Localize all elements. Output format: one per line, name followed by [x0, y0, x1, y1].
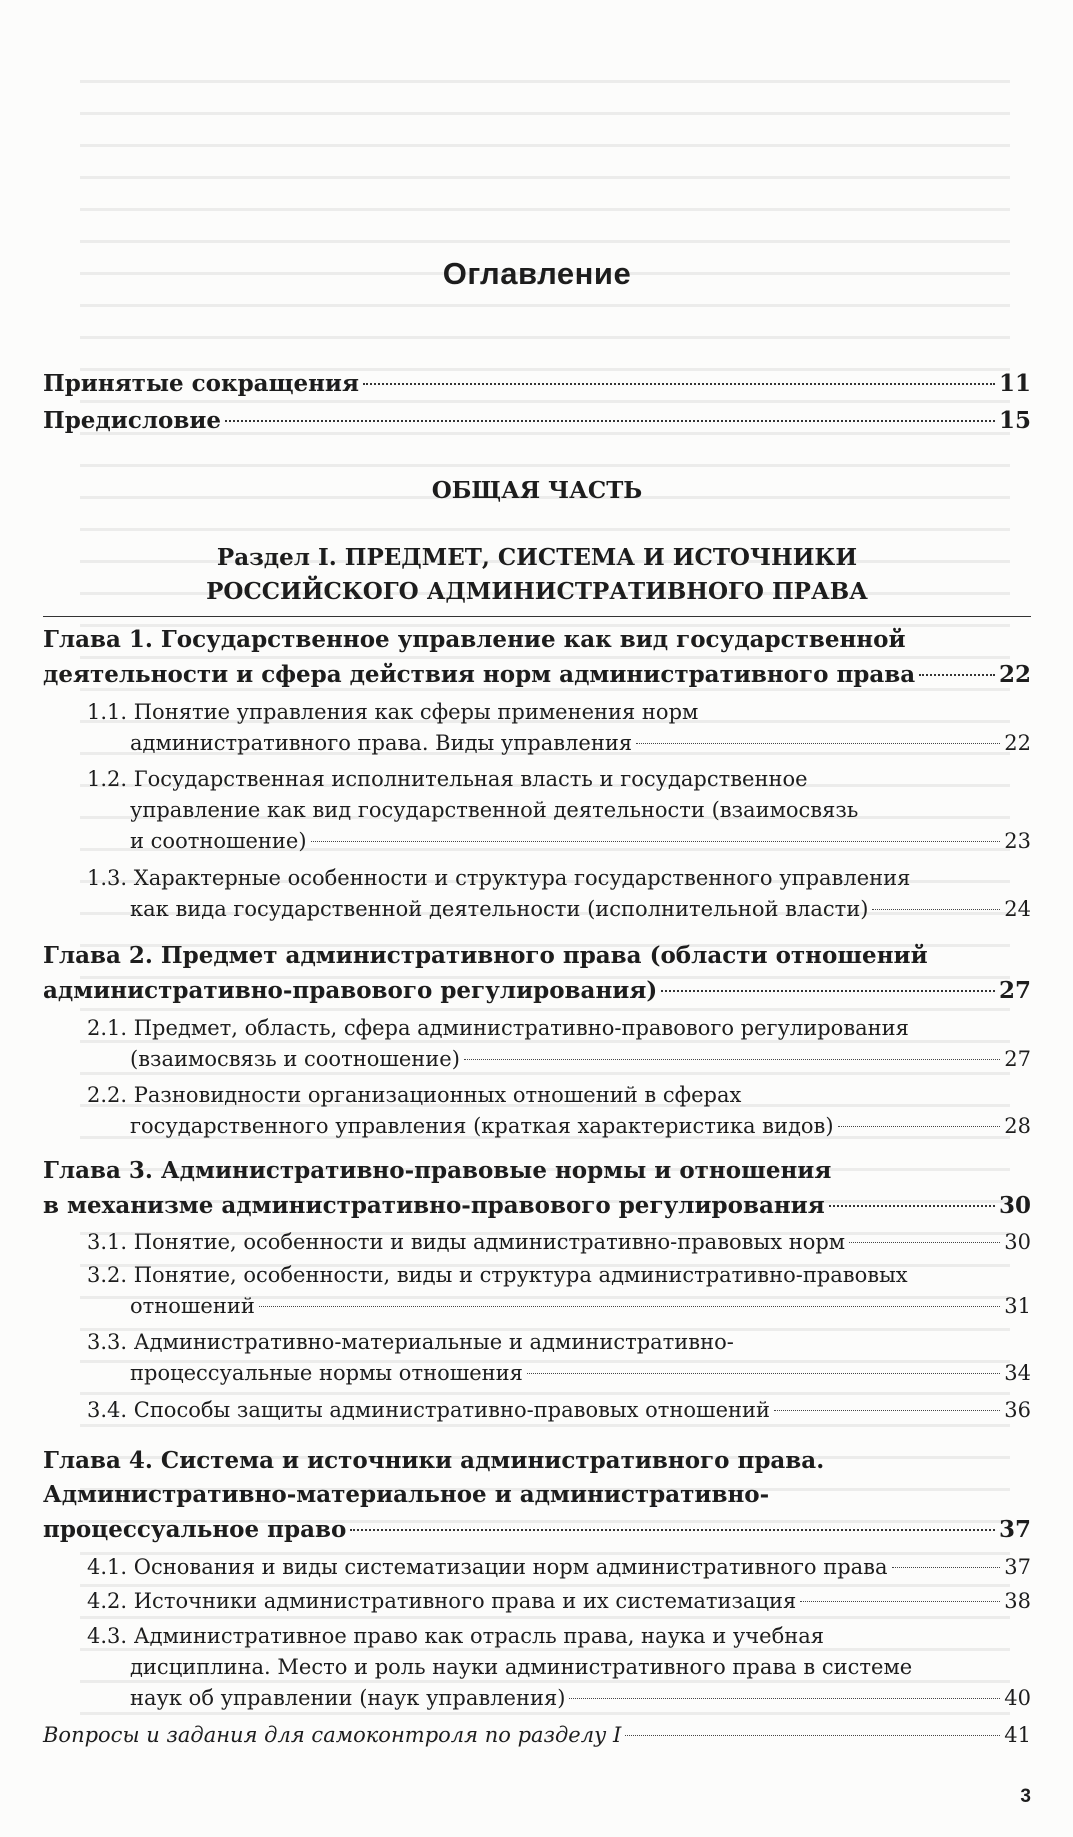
dot-leader — [849, 1242, 1000, 1243]
toc-entry-title: Предисловие — [43, 407, 222, 434]
subsection-4-2-line-1: 4.2. Источники административного права и их систематизация — [87, 1589, 797, 1613]
dot-leader — [311, 841, 1001, 842]
toc-page-number: 23 — [1004, 829, 1031, 853]
subsection-2-2-line-2: государственного управления (краткая характеристика видов) — [130, 1114, 834, 1138]
subsection-3-4-line-1: 3.4. Способы защиты административно-правовых отношений — [87, 1398, 771, 1422]
toc-entry-chapter-4[interactable] — [43, 1516, 1031, 1543]
dot-leader — [774, 1410, 1000, 1411]
chapter-2-title-line-1: Глава 2. Предмет административного права (области отношений — [43, 942, 928, 969]
toc-entry-chapter-3[interactable] — [43, 1192, 1031, 1219]
toc-page-number: 41 — [1004, 1723, 1031, 1747]
dot-leader — [829, 1205, 995, 1207]
subsection-1-3-line-1: 1.3. Характерные особенности и структура государственного управления — [87, 866, 911, 890]
toc-page-number: 24 — [1004, 897, 1031, 921]
toc-entry-subsection-4-1[interactable] — [87, 1555, 1031, 1579]
toc-entry-subsection-2-2[interactable] — [130, 1114, 1031, 1138]
chapter-4-title-line-1: Глава 4. Система и источники административного права. — [43, 1447, 825, 1474]
toc-entry-title: Принятые сокращения — [43, 370, 359, 397]
subsection-1-2-line-2: управление как вид государственной деятельности (взаимосвязь — [130, 798, 859, 822]
toc-entry-self-check[interactable] — [43, 1723, 1031, 1747]
part-title: ОБЩАЯ ЧАСТЬ — [431, 477, 643, 504]
dot-leader — [569, 1698, 1000, 1699]
toc-entry-subsection-1-2[interactable] — [130, 829, 1031, 853]
dot-leader — [527, 1373, 1000, 1374]
chapter-3-title-line-1: Глава 3. Административно-правовые нормы и отношения — [43, 1157, 832, 1184]
toc-page-number: 27 — [998, 977, 1031, 1004]
toc-entry-subsection-3-1[interactable] — [87, 1230, 1031, 1254]
section-title-line-2: РОССИЙСКОГО АДМИНИСТРАТИВНОГО ПРАВА — [206, 578, 868, 605]
subsection-1-3-line-2: как вида государственной деятельности (исполнительной власти) — [130, 897, 869, 921]
subsection-4-1-line-1: 4.1. Основания и виды систематизации норм административного права — [87, 1555, 888, 1579]
subsection-4-3-line-3: наук об управлении (наук управления) — [130, 1686, 566, 1710]
toc-page-number: 11 — [998, 370, 1031, 397]
section-title-line-1: Раздел I. ПРЕДМЕТ, СИСТЕМА И ИСТОЧНИКИ — [216, 544, 858, 571]
dot-leader — [919, 674, 995, 676]
subsection-1-2-line-3: и соотношение) — [130, 829, 307, 853]
toc-entry-subsection-4-3[interactable] — [130, 1686, 1031, 1710]
toc-page-number: 36 — [1004, 1398, 1031, 1422]
subsection-3-2-line-1: 3.2. Понятие, особенности, виды и структура административно-правовых — [87, 1263, 908, 1287]
toc-entry-subsection-1-3[interactable] — [130, 897, 1031, 921]
subsection-3-2-line-2: отношений — [130, 1294, 255, 1318]
section-divider — [43, 616, 1031, 617]
toc-page-number: 22 — [1004, 731, 1031, 755]
subsection-3-1-line-1: 3.1. Понятие, особенности и виды административно-правовых норм — [87, 1230, 846, 1254]
dot-leader — [225, 420, 995, 422]
chapter-1-title-line-2: деятельности и сфера действия норм административного права — [43, 661, 916, 688]
toc-entry-subsection-3-4[interactable] — [87, 1398, 1031, 1422]
toc-entry-subsection-3-2[interactable] — [130, 1294, 1031, 1318]
dot-leader — [350, 1529, 995, 1531]
subsection-2-1-line-1: 2.1. Предмет, область, сфера административно-правового регулирования — [87, 1016, 909, 1040]
dot-leader — [363, 383, 995, 385]
toc-page-number: 22 — [998, 661, 1031, 688]
dot-leader — [464, 1059, 1000, 1060]
toc-entry-chapter-2[interactable] — [43, 977, 1031, 1004]
toc-page-number: 38 — [1004, 1589, 1031, 1613]
dot-leader — [636, 743, 1000, 744]
toc-entry-subsection-1-1[interactable] — [130, 731, 1031, 755]
toc-page-number: 30 — [1004, 1230, 1031, 1254]
chapter-2-title-line-2: административно-правового регулирования) — [43, 977, 658, 1004]
dot-leader — [661, 990, 995, 992]
dot-leader — [800, 1601, 1000, 1602]
toc-page-number: 34 — [1004, 1361, 1031, 1385]
subsection-1-1-line-1: 1.1. Понятие управления как сферы применения норм — [87, 700, 699, 724]
toc-page-number: 27 — [1004, 1047, 1031, 1071]
dot-leader — [892, 1567, 1001, 1568]
toc-heading: Оглавление — [442, 256, 632, 291]
subsection-1-2-line-1: 1.2. Государственная исполнительная власть и государственное — [87, 767, 808, 791]
toc-entry-subsection-2-1[interactable] — [130, 1047, 1031, 1071]
subsection-4-3-line-2: дисциплина. Место и роль науки административного права в системе — [130, 1655, 913, 1679]
subsection-2-1-line-2: (взаимосвязь и соотношение) — [130, 1047, 460, 1071]
subsection-4-3-line-1: 4.3. Административное право как отрасль права, наука и учебная — [87, 1624, 824, 1648]
chapter-3-title-line-2: в механизме административно-правового регулирования — [43, 1192, 825, 1219]
chapter-4-title-line-2: Административно-материальное и административно- — [43, 1481, 770, 1508]
toc-entry-preface[interactable] — [43, 407, 1031, 434]
dot-leader — [625, 1735, 1000, 1736]
toc-entry-subsection-3-3[interactable] — [130, 1361, 1031, 1385]
subsection-1-1-line-2: административного права. Виды управления — [130, 731, 633, 755]
toc-page-number: 40 — [1004, 1686, 1031, 1710]
self-check-title: Вопросы и задания для самоконтроля по разделу I — [43, 1723, 622, 1747]
toc-entry-chapter-1[interactable] — [43, 661, 1031, 688]
chapter-4-title-line-3: процессуальное право — [43, 1516, 347, 1543]
toc-page-number: 15 — [998, 407, 1031, 434]
toc-page-number: 37 — [998, 1516, 1031, 1543]
toc-entry-subsection-4-2[interactable] — [87, 1589, 1031, 1613]
dot-leader — [838, 1126, 1001, 1127]
subsection-3-3-line-2: процессуальные нормы отношения — [130, 1361, 523, 1385]
toc-entry-abbreviations[interactable] — [43, 370, 1031, 397]
toc-page-number: 30 — [998, 1192, 1031, 1219]
page-number: 3 — [1020, 1786, 1031, 1807]
dot-leader — [872, 909, 1000, 910]
toc-page-number: 28 — [1004, 1114, 1031, 1138]
dot-leader — [259, 1306, 1000, 1307]
subsection-2-2-line-1: 2.2. Разновидности организационных отношений в сферах — [87, 1083, 742, 1107]
subsection-3-3-line-1: 3.3. Административно-материальные и административно- — [87, 1330, 734, 1354]
toc-page-number: 31 — [1004, 1294, 1031, 1318]
toc-page-number: 37 — [1004, 1555, 1031, 1579]
chapter-1-title-line-1: Глава 1. Государственное управление как вид государственной — [43, 626, 906, 653]
